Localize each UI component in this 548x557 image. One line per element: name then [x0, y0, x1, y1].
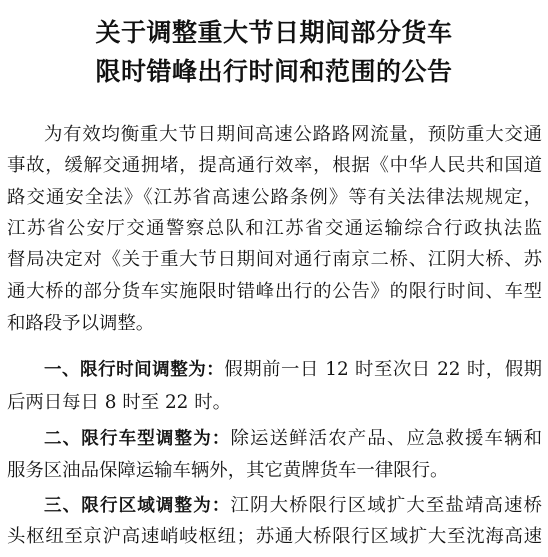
section-3-text: 江阴大桥限行区域扩大至盐靖高速桥: [230, 495, 542, 516]
section-2-line-1: [44, 428, 542, 450]
document-title-line-1: 关于调整重大节日期间部分货车: [95, 18, 453, 47]
section-1-line-1: [44, 359, 542, 381]
intro-line-3: 路交通安全法》《江苏省高速公路条例》等有关法律法规规定，: [7, 187, 542, 208]
intro-line-2: 事故，缓解交通拥堵，提高通行效率，根据《中华人民共和国道: [7, 155, 542, 176]
section-3-line-1: [44, 495, 542, 517]
intro-line-4: 江苏省公安厅交通警察总队和江苏省交通运输综合行政执法监: [7, 218, 542, 239]
section-1-line-2: 后两日每日 8 时至 22 时。: [7, 392, 232, 413]
section-2-line-2: 服务区油品保障运输车辆外，其它黄牌货车一律限行。: [7, 460, 449, 481]
intro-line-5: 督局决定对《关于重大节日期间对通行南京二桥、江阴大桥、苏: [7, 249, 542, 270]
section-3-line-2: 头枢纽至京沪高速峭岐枢纽；苏通大桥限行区域扩大至沈海高速: [7, 526, 542, 547]
intro-line-1: 为有效均衡重大节日期间高速公路路网流量，预防重大交通: [44, 124, 542, 145]
intro-line-7: 和路段予以调整。: [7, 313, 155, 334]
section-2-text: 除运送鲜活农产品、应急救援车辆和: [230, 428, 542, 449]
section-3-heading: 三、限行区域调整为：: [44, 496, 231, 516]
intro-line-6: 通大桥的部分货车实施限时错峰出行的公告》的限行时间、车型: [7, 281, 542, 302]
section-1-text: 假期前一日 12 时至次日 22 时，假期: [224, 359, 542, 380]
section-1-heading: 一、限行时间调整为：: [44, 360, 225, 380]
section-2-heading: 二、限行车型调整为：: [44, 429, 231, 449]
document-title-line-2: 限时错峰出行时间和范围的公告: [95, 57, 453, 86]
